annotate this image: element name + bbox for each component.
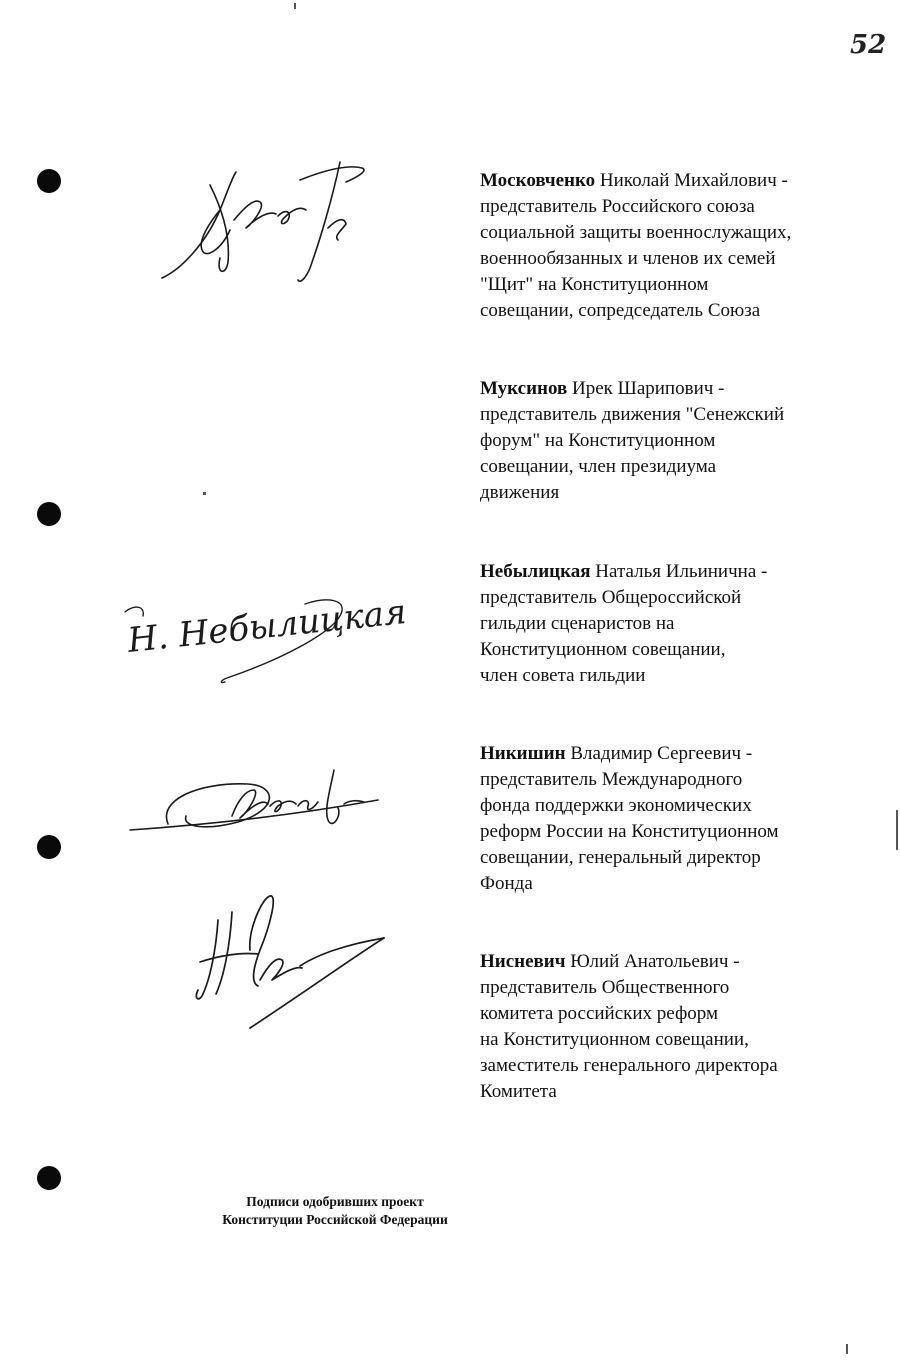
signatory-surname: Никишин <box>480 743 566 764</box>
signatory-description-line: комитета российских реформ <box>480 1003 719 1024</box>
signature-moskovchenko <box>150 150 380 290</box>
footer-caption-line: Подписи одобривших проект <box>246 1194 424 1209</box>
signatory-description-line: представитель Общероссийской <box>480 587 742 608</box>
signatory-name-rest: Юлий Анатольевич - <box>565 951 740 972</box>
signatory-description-line: совещании, сопредседатель Союза <box>480 300 761 321</box>
signatory-name-line <box>480 376 840 402</box>
footer-caption-line: Конституции Российской Федерации <box>222 1212 448 1227</box>
signatory-name-rest: Ирек Шарипович - <box>567 378 725 399</box>
punch-hole <box>37 502 61 526</box>
punch-hole <box>37 835 61 859</box>
signatory-name-rest: Владимир Сергеевич - <box>565 743 753 764</box>
signatory-entry <box>480 741 840 897</box>
signatory-description-line: фонда поддержки экономических <box>480 795 752 816</box>
signatory-description-line: Комитета <box>480 1081 557 1102</box>
signatory-entry <box>480 949 840 1105</box>
signature-handwriting: Н. Небылицкая <box>125 591 409 661</box>
signatory-description-line: совещании, генеральный директор <box>480 847 761 868</box>
signatory-entry <box>480 559 840 689</box>
punch-hole <box>37 1166 61 1190</box>
signatory-description-line: Конституционном совещании, <box>480 639 726 660</box>
signature-nebylitskaya <box>115 582 409 692</box>
signatory-description-line: военнообязанных и членов их семей <box>480 248 776 269</box>
signatory-description-line: представитель Российского союза <box>480 196 755 217</box>
signature-nikishin <box>128 760 398 860</box>
scan-speck <box>203 492 206 495</box>
signatory-description-line: представитель движения "Сенежский <box>480 404 785 425</box>
signatory-description-line: движения <box>480 482 560 503</box>
punch-hole <box>37 169 61 193</box>
signatory-name-line <box>480 949 840 975</box>
signatory-name-rest: Николай Михайлович - <box>595 170 788 191</box>
scan-speck <box>846 1344 848 1354</box>
signatory-description-line: представитель Международного <box>480 769 743 790</box>
signatory-entry <box>480 168 840 324</box>
signatory-description-line: представитель Общественного <box>480 977 730 998</box>
signatory-entry <box>480 376 840 506</box>
signatory-description-line: заместитель генерального директора <box>480 1055 778 1076</box>
scan-speck <box>896 810 898 850</box>
signatory-surname: Небылицкая <box>480 561 591 582</box>
signatory-description-line: гильдии сценаристов на <box>480 613 675 634</box>
signature-nisnevich <box>188 890 388 1040</box>
signatory-description-line: социальной защиты военнослужащих, <box>480 222 792 243</box>
signatory-name-line <box>480 741 840 767</box>
signatory-description-line: Фонда <box>480 873 533 894</box>
signatory-surname: Муксинов <box>480 378 568 399</box>
signatory-description-line: реформ России на Конституционном <box>480 821 779 842</box>
signatory-description-line: совещании, член президиума <box>480 456 717 477</box>
signatory-name-line <box>480 168 840 194</box>
signatory-description-line: "Щит" на Конституционном <box>480 274 709 295</box>
signatory-surname: Московченко <box>480 170 596 191</box>
signatory-description-line: форум" на Конституционном <box>480 430 716 451</box>
page-number: 52 <box>850 30 887 60</box>
signatory-description-line: член совета гильдии <box>480 665 646 686</box>
footer-caption <box>180 1193 490 1229</box>
signatory-name-line <box>480 559 840 585</box>
signatory-surname: Нисневич <box>480 951 566 972</box>
scan-speck <box>294 3 296 9</box>
signatory-description-line: на Конституционном совещании, <box>480 1029 749 1050</box>
signatory-name-rest: Наталья Ильинична - <box>590 561 768 582</box>
